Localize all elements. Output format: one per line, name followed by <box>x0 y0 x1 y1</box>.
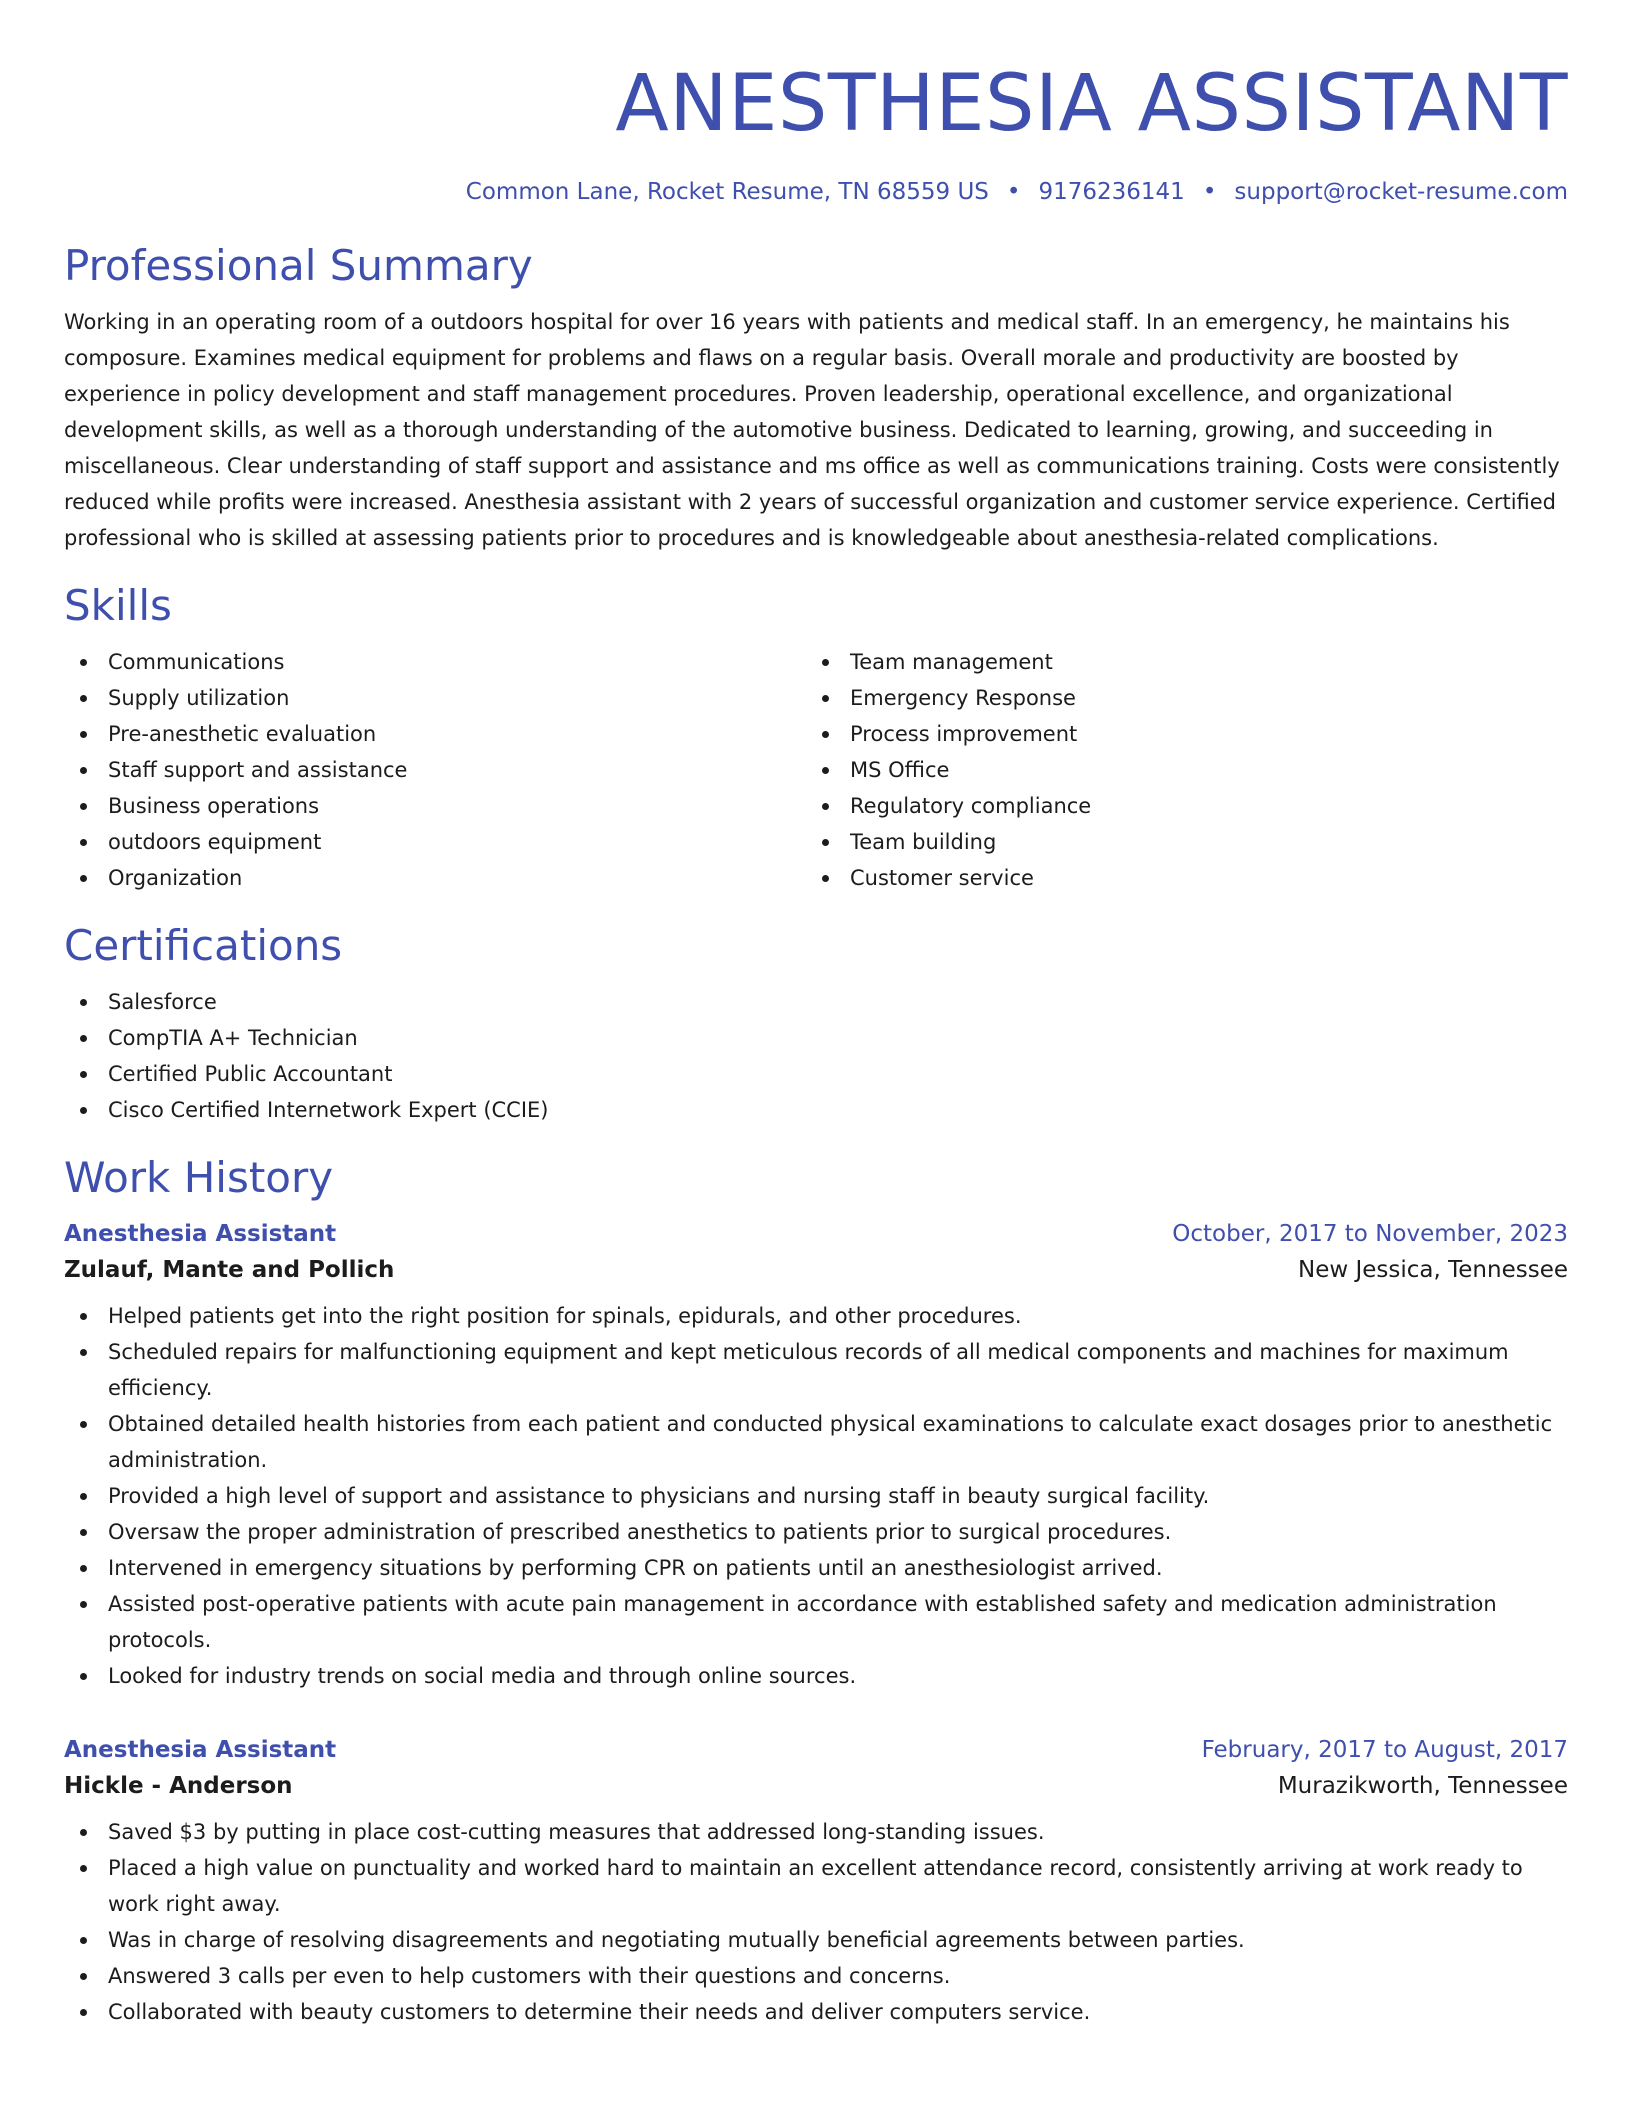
job-title-row <box>64 1218 1568 1250</box>
job-title: Anesthesia Assistant <box>64 1737 337 1763</box>
job-company: Zulauf, Mante and Pollich <box>64 1257 395 1283</box>
work-history-section <box>64 1150 1568 2030</box>
summary-section <box>64 238 1568 556</box>
skills-section <box>64 578 1568 896</box>
skills-grid <box>64 644 1568 896</box>
skill-item: MS Office <box>806 752 1548 788</box>
contact-separator: • <box>1202 179 1217 205</box>
skill-item: outdoors equipment <box>64 824 806 860</box>
skill-item: Team building <box>806 824 1548 860</box>
certification-item: Cisco Certified Internetwork Expert (CCIE) <box>64 1092 1568 1128</box>
skill-item: Regulatory compliance <box>806 788 1548 824</box>
job-bullet: Intervened in emergency situations by performing CPR on patients until an anesthesiologist arrived. <box>64 1550 1568 1586</box>
job-bullet: Looked for industry trends on social media and through online sources. <box>64 1658 1568 1694</box>
skill-item: Team management <box>806 644 1548 680</box>
certification-item: Salesforce <box>64 984 1568 1020</box>
candidate-name: ANESTHESIA ASSISTANT <box>615 59 1568 149</box>
job-company-row <box>64 1250 1568 1290</box>
certifications-heading: Certifications <box>64 921 343 970</box>
job-dates: October, 2017 to November, 2023 <box>1172 1221 1568 1247</box>
job-bullet: Oversaw the proper administration of prescribed anesthetics to patients prior to surgical procedures. <box>64 1514 1568 1550</box>
job-title-row <box>64 1734 1568 1766</box>
job-bullet: Scheduled repairs for malfunctioning equipment and kept meticulous records of all medical components and machines for maximum efficiency. <box>64 1334 1568 1406</box>
job-bullet: Helped patients get into the right position for spinals, epidurals, and other procedures. <box>64 1298 1568 1334</box>
job-entry <box>64 1734 1568 2030</box>
job-company: Hickle - Anderson <box>64 1773 293 1799</box>
skill-item: Customer service <box>806 860 1548 896</box>
skill-item: Supply utilization <box>64 680 806 716</box>
job-bullets <box>64 1814 1568 2030</box>
certifications-list <box>64 984 1568 1128</box>
job-title: Anesthesia Assistant <box>64 1221 337 1247</box>
job-bullet: Answered 3 calls per even to help customers with their questions and concerns. <box>64 1958 1568 1994</box>
contact-email: support@rocket-resume.com <box>1234 179 1568 205</box>
contact-phone: 9176236141 <box>1038 179 1185 205</box>
job-location: New Jessica, Tennessee <box>1298 1257 1568 1283</box>
job-bullet: Placed a high value on punctuality and worked hard to maintain an excellent attendance record, consistently arriving at work ready to work right away. <box>64 1850 1568 1922</box>
skill-item: Process improvement <box>806 716 1548 752</box>
certifications-section <box>64 918 1568 1128</box>
job-bullet: Collaborated with beauty customers to determine their needs and deliver computers service. <box>64 1994 1568 2030</box>
summary-heading: Professional Summary <box>64 241 533 290</box>
skill-item: Organization <box>64 860 806 896</box>
skill-item: Business operations <box>64 788 806 824</box>
job-company-row <box>64 1766 1568 1806</box>
job-dates: February, 2017 to August, 2017 <box>1201 1737 1568 1763</box>
job-location: Murazikworth, Tennessee <box>1277 1773 1568 1799</box>
skills-heading: Skills <box>64 581 172 630</box>
skill-item: Staff support and assistance <box>64 752 806 788</box>
job-bullet: Obtained detailed health histories from each patient and conducted physical examinations to calculate exact dosages prior to anesthetic administration. <box>64 1406 1568 1478</box>
contact-separator: • <box>1006 179 1021 205</box>
skill-item: Emergency Response <box>806 680 1548 716</box>
skills-list-right <box>806 644 1548 896</box>
job-bullets <box>64 1298 1568 1694</box>
job-bullet: Provided a high level of support and assistance to physicians and nursing staff in beauty surgical facility. <box>64 1478 1568 1514</box>
job-bullet: Was in charge of resolving disagreements and negotiating mutually beneficial agreements between parties. <box>64 1922 1568 1958</box>
skill-item: Pre-anesthetic evaluation <box>64 716 806 752</box>
certification-item: CompTIA A+ Technician <box>64 1020 1568 1056</box>
work-history-heading: Work History <box>64 1153 334 1202</box>
job-bullet: Assisted post-operative patients with acute pain management in accordance with established safety and medication administration protocols. <box>64 1586 1568 1658</box>
resume-header <box>64 54 1568 208</box>
skill-item: Communications <box>64 644 806 680</box>
contact-address: Common Lane, Rocket Resume, TN 68559 US <box>465 179 989 205</box>
contact-line <box>64 176 1568 208</box>
summary-text: Working in an operating room of a outdoors hospital for over 16 years with patients and medical staff. In an emergency, he maintains his composure. Examines medical equipment for problems and flaws on a regular basis. Overall morale and productivity are boosted by experience in policy development and staff management procedures. Proven leadership, operational excellence, and organizational development skills, as well as a thorough understanding of the automotive business. Dedicated to learning, growing, and succeeding in miscellaneous. Clear understanding of staff support and assistance and ms office as well as communications training. Costs were consistently reduced while profits were increased. Anesthesia assistant with 2 years of successful organization and customer service experience. Certified professional who is skilled at assessing patients prior to procedures and is knowledgeable about anesthesia-related complications. <box>64 310 1560 550</box>
job-entry <box>64 1218 1568 1694</box>
skills-list-left <box>64 644 806 896</box>
job-bullet: Saved $3 by putting in place cost-cutting measures that addressed long-standing issues. <box>64 1814 1568 1850</box>
certification-item: Certified Public Accountant <box>64 1056 1568 1092</box>
